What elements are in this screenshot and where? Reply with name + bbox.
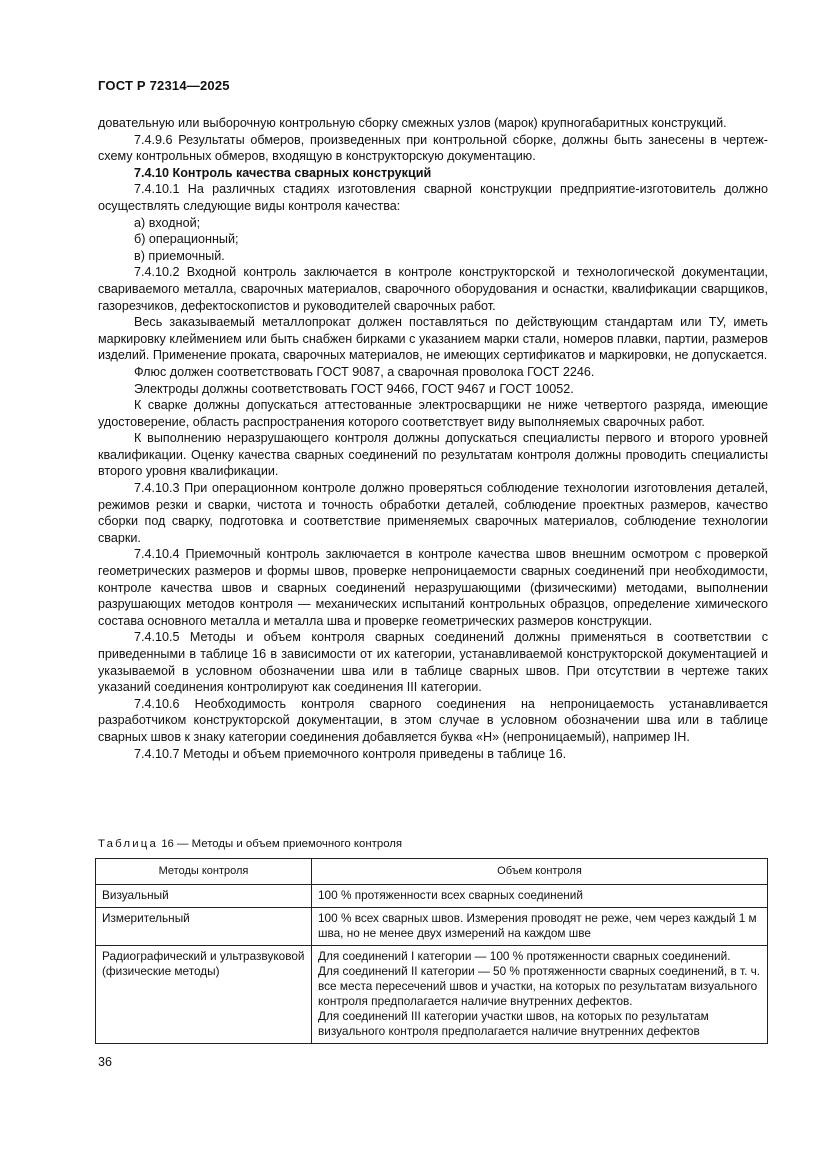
paragraph: 7.4.10.6 Необходимость контроля сварного соединения на непроницаемость устанавливается разработчиком конструкторской документации, в этом случае в условном обозначении шва или в таблице сварных швов к знаку категории соединения добавляется буква «Н» (непроницаемый), например IН.	[98, 696, 768, 744]
paragraph: 7.4.10.2 Входной контроль заключается в контроле конструкторской и технологической документации, свариваемого металла, сварочных материалов, сварочного оборудования и оснастки, квалификации сварщиков, газорезчиков, дефектоскопистов и руководителей сварочных работ.	[98, 265, 768, 313]
paragraph: К сварке должны допускаться аттестованные электросварщики не ниже четвертого разряда, имеющие удостоверение, область распространения которого соответствует виду выполняемых сварочных работ.	[98, 398, 768, 429]
paragraph: К выполнению неразрушающего контроля должны допускаться специалисты первого и второго уровней квалификации. Оценку качества сварных соединений по результатам контроля должны проводить специалисты второго уровня квалификации.	[98, 431, 768, 479]
paragraph: Электроды должны соответствовать ГОСТ 9466, ГОСТ 9467 и ГОСТ 10052.	[134, 381, 574, 396]
paragraph: Флюс должен соответствовать ГОСТ 9087, а сварочная проволока ГОСТ 2246.	[134, 364, 595, 379]
scope-cell: 100 % всех сварных швов. Измерения проводят не реже, чем через каждый 1 м шва, но не менее двух измерений на каждом шве	[312, 908, 768, 946]
paragraph: 7.4.9.6 Результаты обмеров, произведенных при контрольной сборке, должны быть занесены в чертеж-схему контрольных обмеров, входящую в конструкторскую документацию.	[98, 132, 768, 164]
paragraph: 7.4.10.4 Приемочный контроль заключается в контроле качества швов внешним осмотром с проверкой геометрических размеров и формы швов, проверке непроницаемости сварных соединений при необходимости, контроле качества швов и сварных соединений неразрушающими (физическими) методами, выполнении разрушающих методов контроля — механических испытаний контрольных образцов, определение химического состава основного металла и металла шва и проверке геометрических размеров конструкции.	[98, 547, 768, 628]
paragraph: Весь заказываемый металлопрокат должен поставляться по действующим стандартам или ТУ, иметь маркировку клеймением или быть снабжен бирками с указанием марки стали, номеров плавки, партии, размеров изделий. Применение проката, сварочных материалов, не имеющих сертификатов и маркировки, не допускается.	[98, 315, 768, 363]
table-row	[96, 946, 768, 1044]
scope-cell	[312, 946, 768, 1044]
page-number: 36	[98, 1055, 112, 1069]
list-item: в) приемочный.	[134, 248, 225, 263]
table-caption	[98, 838, 402, 850]
table-row	[96, 885, 768, 908]
column-header-methods: Методы контроля	[96, 859, 312, 885]
paragraph: 7.4.10.1 На различных стадиях изготовления сварной конструкции предприятие-изготовитель должно осуществлять следующие виды контроля качества:	[98, 182, 768, 213]
paragraph: довательную или выборочную контрольную сборку смежных узлов (марок) крупногабаритных конструкций.	[98, 116, 727, 130]
scope-line: Для соединений II категории — 50 % протяженности сварных соединений, в т. ч. все места пересечений швов и участки, на которых по результатам визуального контроля предполагается наличие внутренних дефектов.	[318, 964, 761, 1008]
document-header: ГОСТ Р 72314—2025	[98, 78, 230, 93]
method-cell: Радиографический и ультразвуковой (физические методы)	[96, 946, 312, 1044]
table-header-row	[96, 859, 768, 885]
scope-line: Для соединений III категории участки швов, на которых по результатам визуального контроля предполагается наличие внутренних дефектов	[318, 1009, 709, 1038]
paragraph: 7.4.10.3 При операционном контроле должно проверяться соблюдение технологии изготовления деталей, режимов резки и сварки, чистота и точность обработки деталей, соблюдение проектных размеров, качество сборки под сварку, подготовка и соответствие применяемых сварочных материалов, соблюдение технологии сварки.	[98, 481, 768, 545]
table-caption-title: 16 — Методы и объем приемочного контроля	[158, 838, 403, 850]
methods-table	[95, 858, 768, 1044]
table-caption-word: Таблица	[98, 838, 159, 850]
scope-cell: 100 % протяженности всех сварных соединений	[312, 885, 768, 908]
method-cell: Визуальный	[96, 885, 312, 908]
paragraph: 7.4.10.5 Методы и объем контроля сварных соединений должны применяться в соответствии с приведенными в таблице 16 в зависимости от их категории, устанавливаемой конструкторской документацией и указываемой в условном обозначении шва или в таблице сварных швов. При отсутствии в чертеже таких указаний соединения контролируют как соединения III категории.	[98, 630, 768, 695]
table-row	[96, 908, 768, 946]
scope-line: Для соединений I категории — 100 % протяженности сварных соединений.	[318, 949, 731, 963]
paragraph: 7.4.10.7 Методы и объем приемочного контроля приведены в таблице 16.	[134, 746, 567, 761]
column-header-scope: Объем контроля	[312, 859, 768, 885]
method-cell: Измерительный	[96, 908, 312, 946]
section-heading: 7.4.10 Контроль качества сварных конструкций	[134, 165, 432, 180]
list-item: б) операционный;	[134, 232, 239, 247]
body-text	[98, 115, 768, 762]
list-item: а) входной;	[134, 215, 201, 230]
